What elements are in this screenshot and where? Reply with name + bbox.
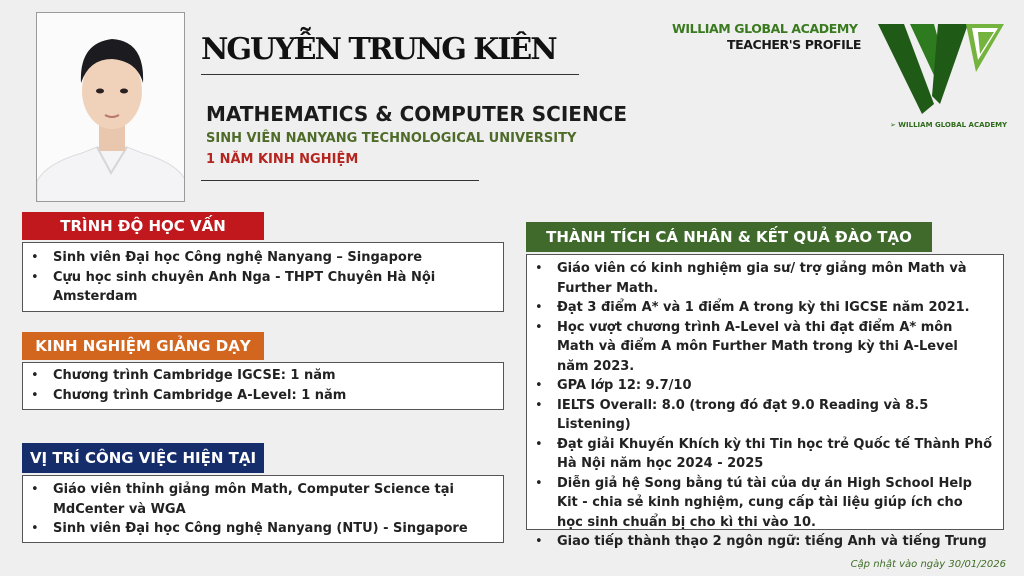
list-item: • Đạt 3 điểm A* và 1 điểm A trong kỳ thi IGCSE năm 2021. (527, 298, 993, 318)
list-item: • Chương trình Cambridge A-Level: 1 năm (23, 386, 503, 406)
education-heading (22, 212, 264, 240)
university: SINH VIÊN NANYANG TECHNOLOGICAL UNIVERSITY (206, 131, 577, 146)
list-item: • Đạt giải Khuyến Khích kỳ thi Tin học trẻ Quốc tế Thành Phố Hà Nội năm học 2024 - 2025 (527, 435, 993, 474)
list-item: • Sinh viên Đại học Công nghệ Nanyang – Singapore (23, 248, 503, 268)
teaching-heading (22, 332, 264, 360)
achievements-heading (526, 222, 932, 252)
list-item: • Chương trình Cambridge IGCSE: 1 năm (23, 366, 503, 386)
position-heading (22, 443, 264, 473)
list-item: • Diễn giả hệ Song bằng tú tài của dự án High School Help Kit - chia sẻ kinh nghiệm, cung cấp tài liệu giúp ích cho học sinh chuẩn bị cho kì thi vào 10. (527, 474, 993, 533)
teacher-name: NGUYỄN TRUNG KIÊN (201, 32, 556, 67)
position-box (22, 475, 504, 543)
update-date: Cập nhật vào ngày 30/01/2026 (850, 559, 1006, 570)
list-item: • Giao tiếp thành thạo 2 ngôn ngữ: tiếng Anh và tiếng Trung (527, 532, 993, 552)
education-box (22, 242, 504, 312)
position-heading-text: VỊ TRÍ CÔNG VIỆC HIỆN TẠI (29, 449, 257, 467)
list-item: • Học vượt chương trình A-Level và thi đạt điểm A* môn Math và điểm A môn Further Math trong kỳ thi A-Level năm 2023. (527, 318, 993, 377)
list-item: • Sinh viên Đại học Công nghệ Nanyang (NTU) - Singapore (23, 519, 503, 539)
teaching-box (22, 362, 504, 410)
achievements-heading-text: THÀNH TÍCH CÁ NHÂN & KẾT QUẢ ĐÀO TẠO (546, 228, 912, 246)
list-item: • GPA lớp 12: 9.7/10 (527, 376, 993, 396)
teacher-photo (36, 12, 185, 202)
achievements-box (526, 254, 1004, 549)
teaching-heading-text: KINH NGHIỆM GIẢNG DẠY (35, 337, 251, 355)
list-item: • IELTS Overall: 8.0 (trong đó đạt 9.0 Reading và 8.5 Listening) (527, 396, 993, 435)
profile-label: TEACHER'S PROFILE (727, 37, 862, 52)
list-item: • Cựu học sinh chuyên Anh Nga - THPT Chuyên Hà Nội Amsterdam (23, 268, 503, 307)
experience-years: 1 NĂM KINH NGHIỆM (206, 152, 359, 167)
teaching-subject: MATHEMATICS & COMPUTER SCIENCE (206, 102, 628, 126)
divider (201, 180, 479, 181)
wga-logo-icon (876, 22, 1006, 118)
list-item: • Giáo viên thỉnh giảng môn Math, Computer Science tại MdCenter và WGA (23, 480, 503, 519)
list-item: • Giáo viên có kinh nghiệm gia sư/ trợ giảng môn Math và Further Math. (527, 259, 993, 298)
academy-name: WILLIAM GLOBAL ACADEMY (672, 21, 858, 36)
logo-caption: ➢ WILLIAM GLOBAL ACADEMY (890, 121, 1008, 129)
education-heading-text: TRÌNH ĐỘ HỌC VẤN (60, 217, 226, 235)
divider (201, 74, 579, 75)
